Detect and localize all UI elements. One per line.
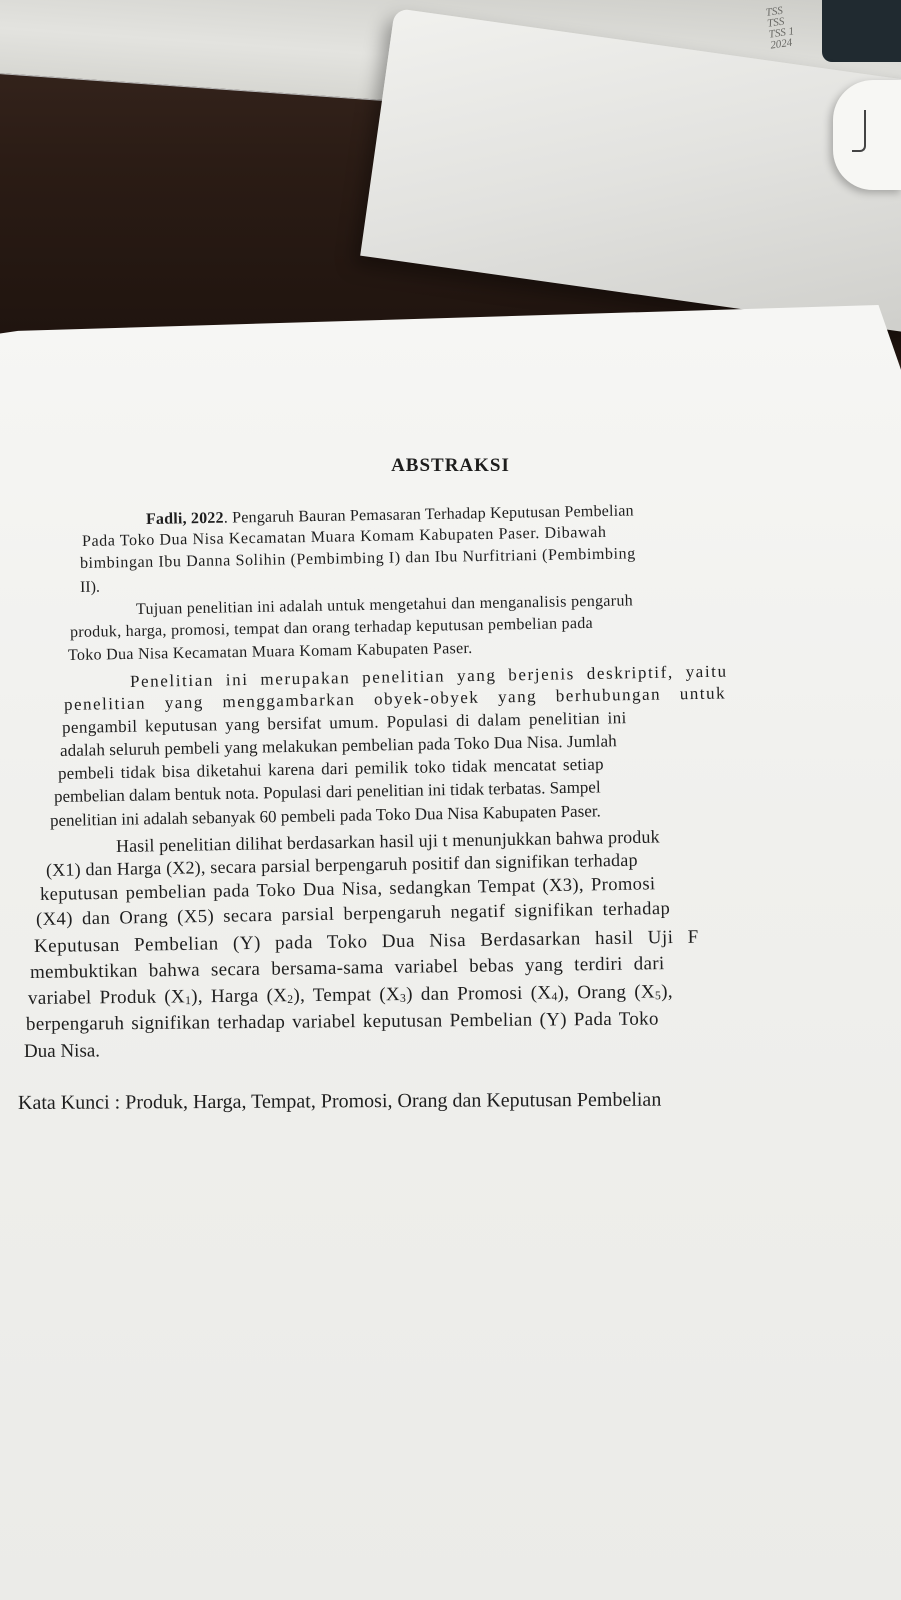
abstract-line: II). — [79, 578, 101, 596]
abstract-line: Dua Nisa. — [23, 1040, 101, 1062]
abstract-line: pembelian dalam bentuk nota. Populasi dari penelitian ini tidak terbatas. Sampel — [53, 777, 601, 806]
abstract-line: pengambil keputusan yang bersifat umum. Populasi di dalam penelitian ini — [61, 708, 627, 737]
abstract-line: pembeli tidak bisa diketahui karena dari pemilik toko tidak mencatat setiap — [57, 754, 604, 783]
abstract-line: penelitian yang menggambarkan obyek-obyek yang berhubungan untuk — [63, 683, 727, 714]
abstract-line: Keputusan Pembelian (Y) pada Toko Dua Nisa Berdasarkan hasil Uji F — [33, 926, 699, 957]
abstract-line: produk, harga, promosi, tempat dan orang terhadap keputusan pembelian pada — [69, 614, 594, 641]
abstract-line: Penelitian ini merupakan penelitian yang berjenis deskriptif, yaitu — [129, 661, 728, 691]
background-object — [822, 0, 901, 62]
abstract-line: (X1) dan Harga (X2), secara parsial berpengaruh positif dan signifikan terhadap — [45, 849, 638, 880]
abstract-line: adalah seluruh pembeli yang melakukan pembelian pada Toko Dua Nisa. Jumlah — [59, 731, 617, 760]
abstract-line: berpengaruh signifikan terhadap variabel keputusan Pembelian (Y) Pada Toko — [25, 1008, 659, 1035]
abstract-line: Fadli, 2022. Pengaruh Bauran Pemasaran Terhadap Keputusan Pembelian — [145, 502, 634, 528]
binder-clip — [833, 80, 901, 190]
abstract-line: Pada Toko Dua Nisa Kecamatan Muara Komam Kabupaten Paser. Dibawah — [81, 523, 607, 550]
abstract-line: variabel Produk $(X_1)$, Harga $(X_2)$, Tempat $(X_3)$ dan Promosi $(X_4)$, Orang $(X_5)$, — [27, 981, 673, 1009]
abstract-line: membuktikan bahwa secara bersama-sama variabel bebas yang terdiri dari — [29, 953, 665, 983]
abstract-line: (X4) dan Orang (X5) secara parsial berpengaruh negatif signifikan terhadap — [35, 898, 671, 930]
abstract-line: Hasil penelitian dilihat berdasarkan hasil uji t menunjukkan bahwa produk — [115, 826, 660, 856]
abstract-line: Toko Dua Nisa Kecamatan Muara Komam Kabupaten Paser. — [67, 639, 473, 664]
abstract-line: penelitian ini adalah sebanyak 60 pembeli pada Toko Dua Nisa Kabupaten Paser. — [49, 801, 601, 830]
citation-author: Fadli, 2022 — [145, 509, 224, 528]
binder-clip-mark — [852, 110, 866, 152]
page-title: ABSTRAKSI — [391, 455, 510, 476]
background-stamp-text: TSS TSS TSS 1 2024 — [764, 4, 795, 52]
abstract-line: keputusan pembelian pada Toko Dua Nisa, sedangkan Tempat (X3), Promosi — [39, 874, 656, 905]
abstract-line: bimbingan Ibu Danna Solihin (Pembimbing I) dan Ibu Nurfitriani (Pembimbing — [79, 545, 636, 572]
abstract-line: Tujuan penelitian ini adalah untuk mengetahui dan menganalisis pengaruh — [135, 592, 634, 618]
keywords: Kata Kunci : Produk, Harga, Tempat, Promosi, Orang dan Keputusan Pembelian — [17, 1088, 662, 1114]
